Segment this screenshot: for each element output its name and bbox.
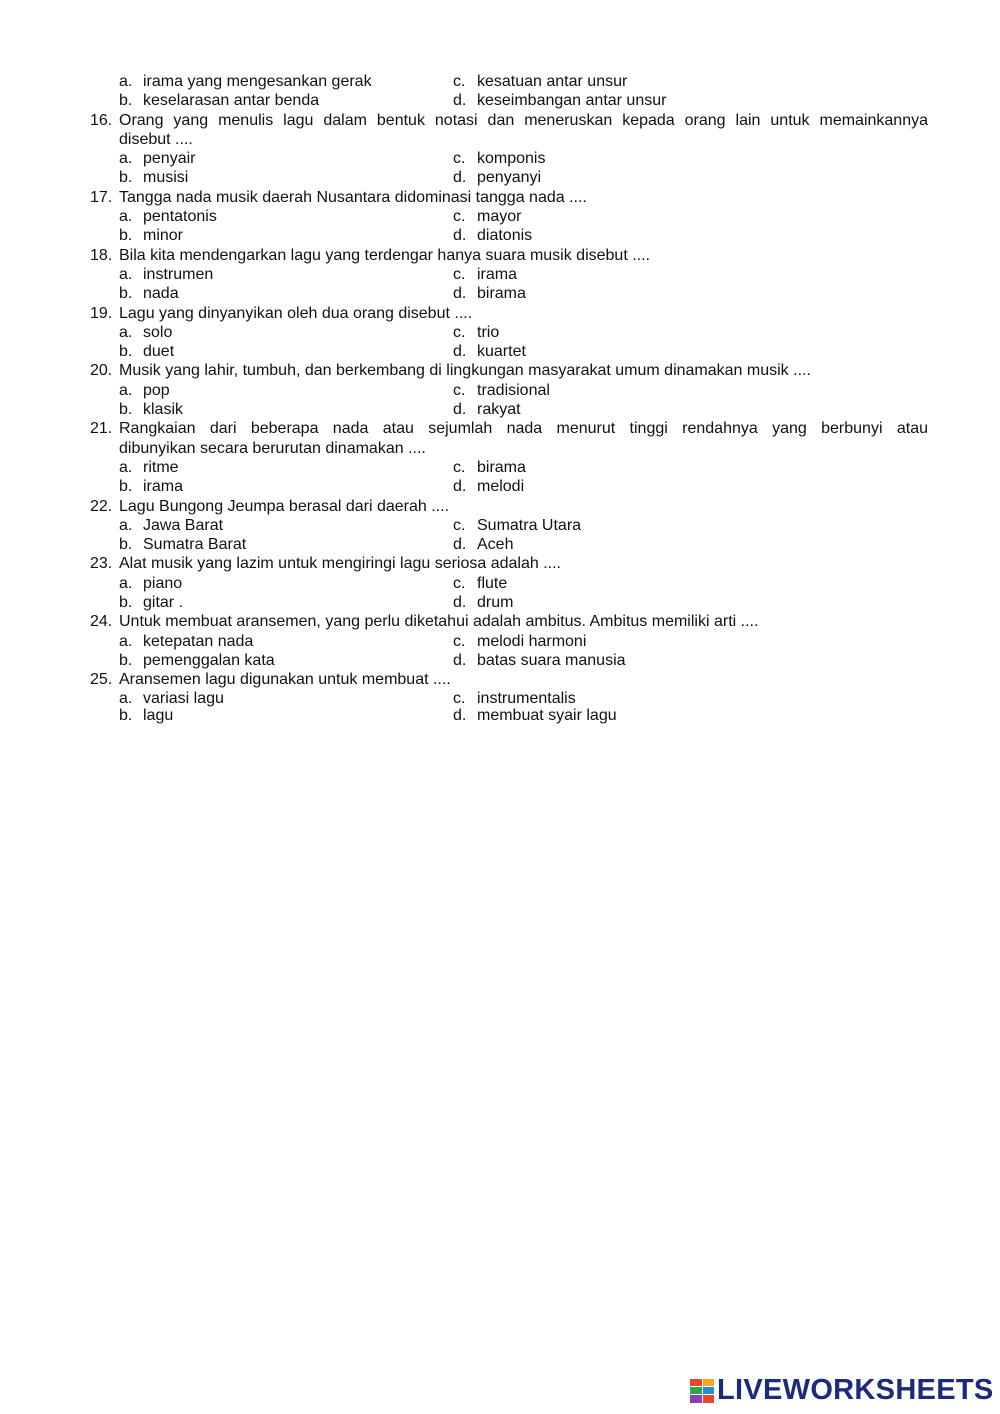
option-letter: a. bbox=[119, 150, 133, 168]
option-letter: b. bbox=[119, 707, 133, 724]
option-text: nada bbox=[143, 285, 179, 303]
answer-option[interactable] bbox=[453, 72, 627, 91]
option-letter: b. bbox=[119, 169, 133, 187]
option-letter: b. bbox=[119, 227, 133, 245]
answer-option[interactable] bbox=[453, 91, 666, 110]
option-text: birama bbox=[477, 458, 526, 476]
question-text: Alat musik yang lazim untuk mengiringi lagu seriosa adalah .... bbox=[119, 555, 561, 573]
question-number: 23. bbox=[90, 555, 113, 573]
option-text: duet bbox=[143, 343, 175, 361]
answer-option[interactable] bbox=[453, 574, 507, 593]
answer-option[interactable] bbox=[119, 477, 453, 496]
answer-option[interactable] bbox=[453, 323, 499, 342]
question-text: Untuk membuat aransemen, yang perlu diketahui adalah ambitus. Ambitus memiliki arti .... bbox=[119, 613, 759, 631]
option-text: pentatonis bbox=[143, 208, 217, 226]
option-text: flute bbox=[477, 574, 508, 592]
option-text: piano bbox=[143, 574, 183, 592]
answer-option[interactable] bbox=[119, 265, 453, 284]
question-text: Orang yang menulis lagu dalam bentuk notasi dan meneruskan kepada orang lain untuk memainkannya bbox=[119, 111, 928, 129]
option-row bbox=[90, 400, 928, 419]
option-letter: a. bbox=[119, 265, 133, 283]
logo-square bbox=[703, 1387, 715, 1394]
question-number: 18. bbox=[90, 246, 113, 264]
answer-option[interactable] bbox=[453, 226, 532, 245]
option-letter: d. bbox=[453, 169, 467, 187]
option-text: batas suara manusia bbox=[477, 651, 626, 669]
option-text: ritme bbox=[143, 458, 179, 476]
answer-option[interactable] bbox=[119, 284, 453, 303]
option-letter: a. bbox=[119, 632, 133, 650]
option-letter: b. bbox=[119, 651, 133, 669]
option-letter: a. bbox=[119, 574, 133, 592]
option-row bbox=[90, 149, 928, 168]
question-row bbox=[90, 111, 928, 130]
option-text: klasik bbox=[143, 401, 184, 419]
option-letter: d. bbox=[453, 651, 467, 669]
option-letter: d. bbox=[453, 343, 467, 361]
option-text: melodi harmoni bbox=[477, 632, 587, 650]
logo-square bbox=[703, 1395, 715, 1402]
option-text: solo bbox=[143, 323, 173, 341]
answer-option[interactable] bbox=[453, 477, 524, 496]
answer-option[interactable] bbox=[453, 690, 576, 708]
answer-option[interactable] bbox=[453, 265, 517, 284]
option-letter: c. bbox=[453, 632, 466, 650]
option-letter: c. bbox=[453, 574, 466, 592]
answer-option[interactable] bbox=[453, 458, 526, 477]
option-letter: a. bbox=[119, 323, 133, 341]
option-letter: a. bbox=[119, 73, 133, 90]
option-letter: a. bbox=[119, 689, 133, 707]
option-row bbox=[90, 632, 928, 651]
option-text: pemenggalan kata bbox=[143, 651, 275, 669]
option-row bbox=[90, 323, 928, 342]
answer-option[interactable] bbox=[119, 651, 453, 670]
option-letter: c. bbox=[453, 323, 466, 341]
option-letter: b. bbox=[119, 478, 133, 496]
option-text: komponis bbox=[477, 150, 546, 168]
option-letter: d. bbox=[453, 707, 467, 724]
option-text: irama bbox=[143, 478, 184, 496]
option-text: membuat syair lagu bbox=[477, 707, 617, 724]
option-letter: d. bbox=[453, 478, 467, 496]
answer-option[interactable] bbox=[119, 458, 453, 477]
option-row bbox=[90, 690, 928, 708]
question-text: Musik yang lahir, tumbuh, dan berkembang di lingkungan masyarakat umum dinamakan musik .... bbox=[119, 362, 811, 380]
option-row bbox=[90, 284, 928, 303]
answer-option[interactable] bbox=[119, 535, 453, 554]
question-number: 24. bbox=[90, 613, 113, 631]
option-text: kesatuan antar unsur bbox=[477, 73, 628, 90]
question-row bbox=[90, 246, 928, 265]
option-letter: b. bbox=[119, 343, 133, 361]
option-text: Sumatra Barat bbox=[143, 536, 247, 554]
option-letter: c. bbox=[453, 150, 466, 168]
option-letter: a. bbox=[119, 381, 133, 399]
option-text: diatonis bbox=[477, 227, 533, 245]
option-text: musisi bbox=[143, 169, 189, 187]
option-letter: d. bbox=[453, 227, 467, 245]
answer-option[interactable] bbox=[119, 690, 453, 708]
option-text: instrumentalis bbox=[477, 689, 576, 707]
answer-option[interactable] bbox=[119, 72, 453, 91]
answer-option[interactable] bbox=[453, 284, 526, 303]
question-number: 16. bbox=[90, 111, 113, 129]
answer-option[interactable] bbox=[453, 381, 550, 400]
option-text: penyair bbox=[143, 150, 196, 168]
question-row bbox=[90, 188, 928, 207]
answer-option[interactable] bbox=[119, 207, 453, 226]
answer-option[interactable] bbox=[453, 707, 617, 725]
question-number: 22. bbox=[90, 497, 113, 515]
question-number: 19. bbox=[90, 304, 113, 322]
answer-option[interactable] bbox=[453, 342, 526, 361]
question-row bbox=[90, 361, 928, 380]
option-row bbox=[90, 91, 928, 110]
answer-option[interactable] bbox=[119, 91, 453, 110]
answer-option[interactable] bbox=[119, 323, 453, 342]
option-row bbox=[90, 265, 928, 284]
option-letter: b. bbox=[119, 401, 133, 419]
option-row bbox=[90, 226, 928, 245]
logo-square bbox=[703, 1379, 715, 1386]
option-text: melodi bbox=[477, 478, 525, 496]
answer-option[interactable] bbox=[453, 535, 513, 554]
worksheet-content bbox=[90, 72, 928, 725]
option-text: tradisional bbox=[477, 381, 550, 399]
answer-option[interactable] bbox=[453, 593, 513, 612]
option-text: trio bbox=[477, 323, 500, 341]
answer-option[interactable] bbox=[119, 400, 453, 419]
option-letter: d. bbox=[453, 92, 467, 110]
answer-option[interactable] bbox=[119, 593, 453, 612]
question-number: 20. bbox=[90, 362, 113, 380]
answer-option[interactable] bbox=[119, 342, 453, 361]
question-number: 21. bbox=[90, 420, 113, 438]
option-letter: c. bbox=[453, 516, 466, 534]
option-letter: d. bbox=[453, 285, 467, 303]
answer-option[interactable] bbox=[119, 707, 453, 725]
answer-option[interactable] bbox=[119, 632, 453, 651]
answer-option[interactable] bbox=[453, 516, 581, 535]
question-row bbox=[90, 612, 928, 631]
option-row bbox=[90, 342, 928, 361]
question-number: 17. bbox=[90, 188, 113, 206]
option-letter: b. bbox=[119, 594, 133, 612]
option-text: Aceh bbox=[477, 536, 514, 554]
option-letter: c. bbox=[453, 458, 466, 476]
option-letter: c. bbox=[453, 208, 466, 226]
option-text: rakyat bbox=[477, 401, 521, 419]
question-row bbox=[90, 304, 928, 323]
option-row bbox=[90, 72, 928, 91]
option-letter: c. bbox=[453, 73, 466, 90]
option-letter: d. bbox=[453, 401, 467, 419]
answer-option[interactable] bbox=[453, 149, 545, 168]
option-row bbox=[90, 207, 928, 226]
option-text: kuartet bbox=[477, 343, 526, 361]
question-text: Rangkaian dari beberapa nada atau sejumlah nada menurut tinggi rendahnya yang berbunyi atau bbox=[119, 420, 928, 438]
question-row bbox=[90, 670, 928, 689]
option-letter: b. bbox=[119, 285, 133, 303]
option-text: gitar . bbox=[143, 594, 184, 612]
option-text: pop bbox=[143, 381, 170, 399]
question-text: Lagu Bungong Jeumpa berasal dari daerah .... bbox=[119, 497, 450, 515]
option-row bbox=[90, 477, 928, 496]
option-row bbox=[90, 535, 928, 554]
option-letter: c. bbox=[453, 689, 466, 707]
question-row bbox=[90, 419, 928, 438]
option-text: minor bbox=[143, 227, 184, 245]
option-row bbox=[90, 651, 928, 670]
option-letter: b. bbox=[119, 92, 133, 110]
option-text: mayor bbox=[477, 208, 522, 226]
question-continuation bbox=[90, 130, 928, 149]
option-row bbox=[90, 593, 928, 612]
answer-option[interactable] bbox=[119, 574, 453, 593]
answer-option[interactable] bbox=[453, 400, 521, 419]
question-text: Bila kita mendengarkan lagu yang terdengar hanya suara musik disebut .... bbox=[119, 246, 650, 264]
answer-option[interactable] bbox=[119, 149, 453, 168]
option-letter: c. bbox=[453, 265, 466, 283]
question-text: Tangga nada musik daerah Nusantara didominasi tangga nada .... bbox=[119, 188, 587, 206]
option-text: lagu bbox=[143, 707, 174, 724]
option-text: variasi lagu bbox=[143, 689, 224, 707]
option-text: irama bbox=[477, 265, 518, 283]
logo-square bbox=[690, 1387, 702, 1394]
question-text: dibunyikan secara berurutan dinamakan .... bbox=[119, 439, 426, 457]
answer-option[interactable] bbox=[119, 168, 453, 187]
option-letter: d. bbox=[453, 594, 467, 612]
option-text: keselarasan antar benda bbox=[143, 92, 320, 110]
option-letter: a. bbox=[119, 208, 133, 226]
question-text: Lagu yang dinyanyikan oleh dua orang disebut .... bbox=[119, 304, 473, 322]
logo-square bbox=[690, 1395, 702, 1402]
question-continuation bbox=[90, 439, 928, 458]
option-row bbox=[90, 168, 928, 187]
logo-text: LIVEWORKSHEETS bbox=[717, 1374, 994, 1406]
answer-option[interactable] bbox=[119, 226, 453, 245]
option-letter: a. bbox=[119, 516, 133, 534]
logo-square bbox=[690, 1379, 702, 1386]
option-text: penyanyi bbox=[477, 169, 542, 187]
question-text: Aransemen lagu digunakan untuk membuat .... bbox=[119, 671, 451, 689]
question-text: disebut .... bbox=[119, 130, 193, 148]
answer-option[interactable] bbox=[453, 632, 586, 651]
logo-mark-icon bbox=[690, 1379, 714, 1403]
option-text: ketepatan nada bbox=[143, 632, 254, 650]
option-row bbox=[90, 516, 928, 535]
answer-option[interactable] bbox=[453, 207, 521, 226]
option-text: irama yang mengesankan gerak bbox=[143, 73, 372, 90]
option-letter: c. bbox=[453, 381, 466, 399]
option-letter: b. bbox=[119, 536, 133, 554]
question-row bbox=[90, 497, 928, 516]
option-row bbox=[90, 458, 928, 477]
option-letter: a. bbox=[119, 458, 133, 476]
answer-option[interactable] bbox=[453, 168, 541, 187]
liveworksheets-logo[interactable] bbox=[690, 1374, 994, 1407]
option-text: birama bbox=[477, 285, 526, 303]
option-text: Jawa Barat bbox=[143, 516, 224, 534]
question-row bbox=[90, 554, 928, 573]
option-text: keseimbangan antar unsur bbox=[477, 92, 667, 110]
option-row bbox=[90, 381, 928, 400]
answer-option[interactable] bbox=[119, 381, 453, 400]
option-row bbox=[90, 574, 928, 593]
question-number: 25. bbox=[90, 671, 113, 689]
answer-option[interactable] bbox=[119, 516, 453, 535]
option-text: drum bbox=[477, 594, 514, 612]
option-row bbox=[90, 707, 928, 725]
option-letter: d. bbox=[453, 536, 467, 554]
option-text: Sumatra Utara bbox=[477, 516, 582, 534]
option-text: instrumen bbox=[143, 265, 214, 283]
answer-option[interactable] bbox=[453, 651, 626, 670]
